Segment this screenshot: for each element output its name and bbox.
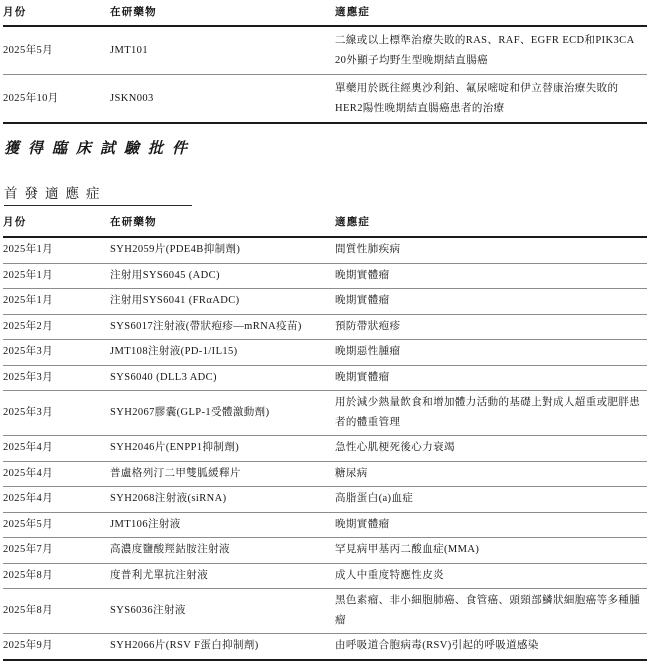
indication-cell: 單藥用於既往經奧沙利鉑、氟尿嘧啶和伊立替康治療失敗的HER2陽性晚期結直腸癌患者的治療 [335, 75, 647, 124]
drug-cell: JMT101 [110, 26, 335, 75]
month-cell: 2025年9月 [3, 634, 110, 660]
indication-cell: 晚期惡性腫瘤 [335, 340, 647, 366]
indication-cell: 晚期實體瘤 [335, 512, 647, 538]
indication-cell: 高脂蛋白(a)血症 [335, 487, 647, 513]
header-row [3, 3, 647, 26]
table-header [3, 3, 647, 26]
table-row [3, 436, 647, 462]
approval-table-continued [3, 3, 647, 124]
drug-cell: SYH2059片(PDE4B抑制劑) [110, 237, 335, 263]
month-cell: 2025年3月 [3, 340, 110, 366]
drug-cell: JSKN003 [110, 75, 335, 124]
table-row [3, 314, 647, 340]
column-header-month: 月份 [3, 207, 110, 237]
indication-cell: 黑色素瘤、非小細胞肺癌、食管癌、頭頸部鱗狀細胞癌等多種腫瘤 [335, 589, 647, 634]
table-row [3, 75, 647, 124]
drug-cell: 度普利尤單抗注射液 [110, 563, 335, 589]
table-row [3, 487, 647, 513]
table-row [3, 512, 647, 538]
month-cell: 2025年3月 [3, 391, 110, 436]
drug-cell: SYH2046片(ENPP1抑制劑) [110, 436, 335, 462]
table-row [3, 589, 647, 634]
month-cell: 2025年8月 [3, 563, 110, 589]
drug-cell: JMT106注射液 [110, 512, 335, 538]
table-row [3, 461, 647, 487]
table-row [3, 365, 647, 391]
table-row [3, 634, 647, 660]
table-row [3, 563, 647, 589]
month-cell: 2025年1月 [3, 263, 110, 289]
drug-cell: SYH2067膠囊(GLP-1受體激動劑) [110, 391, 335, 436]
indication-cell: 罕見病甲基丙二酸血症(MMA) [335, 538, 647, 564]
table-row [3, 538, 647, 564]
month-cell: 2025年5月 [3, 26, 110, 75]
indication-cell: 間質性肺疾病 [335, 237, 647, 263]
column-header-indication: 適應症 [335, 207, 647, 237]
drug-cell: SYS6017注射液(帶狀疱疹—mRNA疫苗) [110, 314, 335, 340]
table-row [3, 391, 647, 436]
drug-cell: 高濃度鹽酸羥鈷胺注射液 [110, 538, 335, 564]
indication-cell: 由呼吸道合胞病毒(RSV)引起的呼吸道感染 [335, 634, 647, 660]
drug-cell: SYH2068注射液(siRNA) [110, 487, 335, 513]
table-row [3, 26, 647, 75]
column-header-drug: 在研藥物 [110, 207, 335, 237]
month-cell: 2025年5月 [3, 512, 110, 538]
month-cell: 2025年2月 [3, 314, 110, 340]
column-header-indication: 適應症 [335, 3, 647, 26]
column-header-drug: 在研藥物 [110, 3, 335, 26]
indication-cell: 成人中重度特應性皮炎 [335, 563, 647, 589]
table-row [3, 263, 647, 289]
month-cell: 2025年10月 [3, 75, 110, 124]
month-cell: 2025年4月 [3, 461, 110, 487]
indication-cell: 急性心肌梗死後心力衰竭 [335, 436, 647, 462]
drug-cell: JMT108注射液(PD-1/IL15) [110, 340, 335, 366]
drug-cell: SYS6036注射液 [110, 589, 335, 634]
column-header-month: 月份 [3, 3, 110, 26]
indication-cell: 糖尿病 [335, 461, 647, 487]
table-row [3, 237, 647, 263]
month-cell: 2025年8月 [3, 589, 110, 634]
drug-cell: 普盧格列汀二甲雙胍緩釋片 [110, 461, 335, 487]
month-cell: 2025年4月 [3, 487, 110, 513]
indication-cell: 晚期實體瘤 [335, 365, 647, 391]
section-heading: 獲得臨床試驗批件 [4, 141, 197, 157]
drug-cell: SYS6040 (DLL3 ADC) [110, 365, 335, 391]
drug-cell: 注射用SYS6041 (FRαADC) [110, 289, 335, 315]
month-cell: 2025年4月 [3, 436, 110, 462]
indication-cell: 晚期實體瘤 [335, 289, 647, 315]
month-cell: 2025年1月 [3, 289, 110, 315]
section-subheading: 首發適應症 [4, 182, 192, 206]
table-header [3, 207, 647, 237]
clinical-trial-approval-table [3, 207, 647, 661]
indication-cell: 晚期實體瘤 [335, 263, 647, 289]
month-cell: 2025年1月 [3, 237, 110, 263]
indication-cell: 用於減少熱量飲食和增加體力活動的基礎上對成人超重或肥胖患者的體重管理 [335, 391, 647, 436]
table-row [3, 289, 647, 315]
table-row [3, 340, 647, 366]
indication-cell: 二線或以上標準治療失敗的RAS、RAF、EGFR ECD和PIK3CA 20外顯子均野生型晚期結直腸癌 [335, 26, 647, 75]
header-row [3, 207, 647, 237]
month-cell: 2025年7月 [3, 538, 110, 564]
drug-cell: 注射用SYS6045 (ADC) [110, 263, 335, 289]
drug-cell: SYH2066片(RSV F蛋白抑制劑) [110, 634, 335, 660]
month-cell: 2025年3月 [3, 365, 110, 391]
indication-cell: 預防帶狀疱疹 [335, 314, 647, 340]
